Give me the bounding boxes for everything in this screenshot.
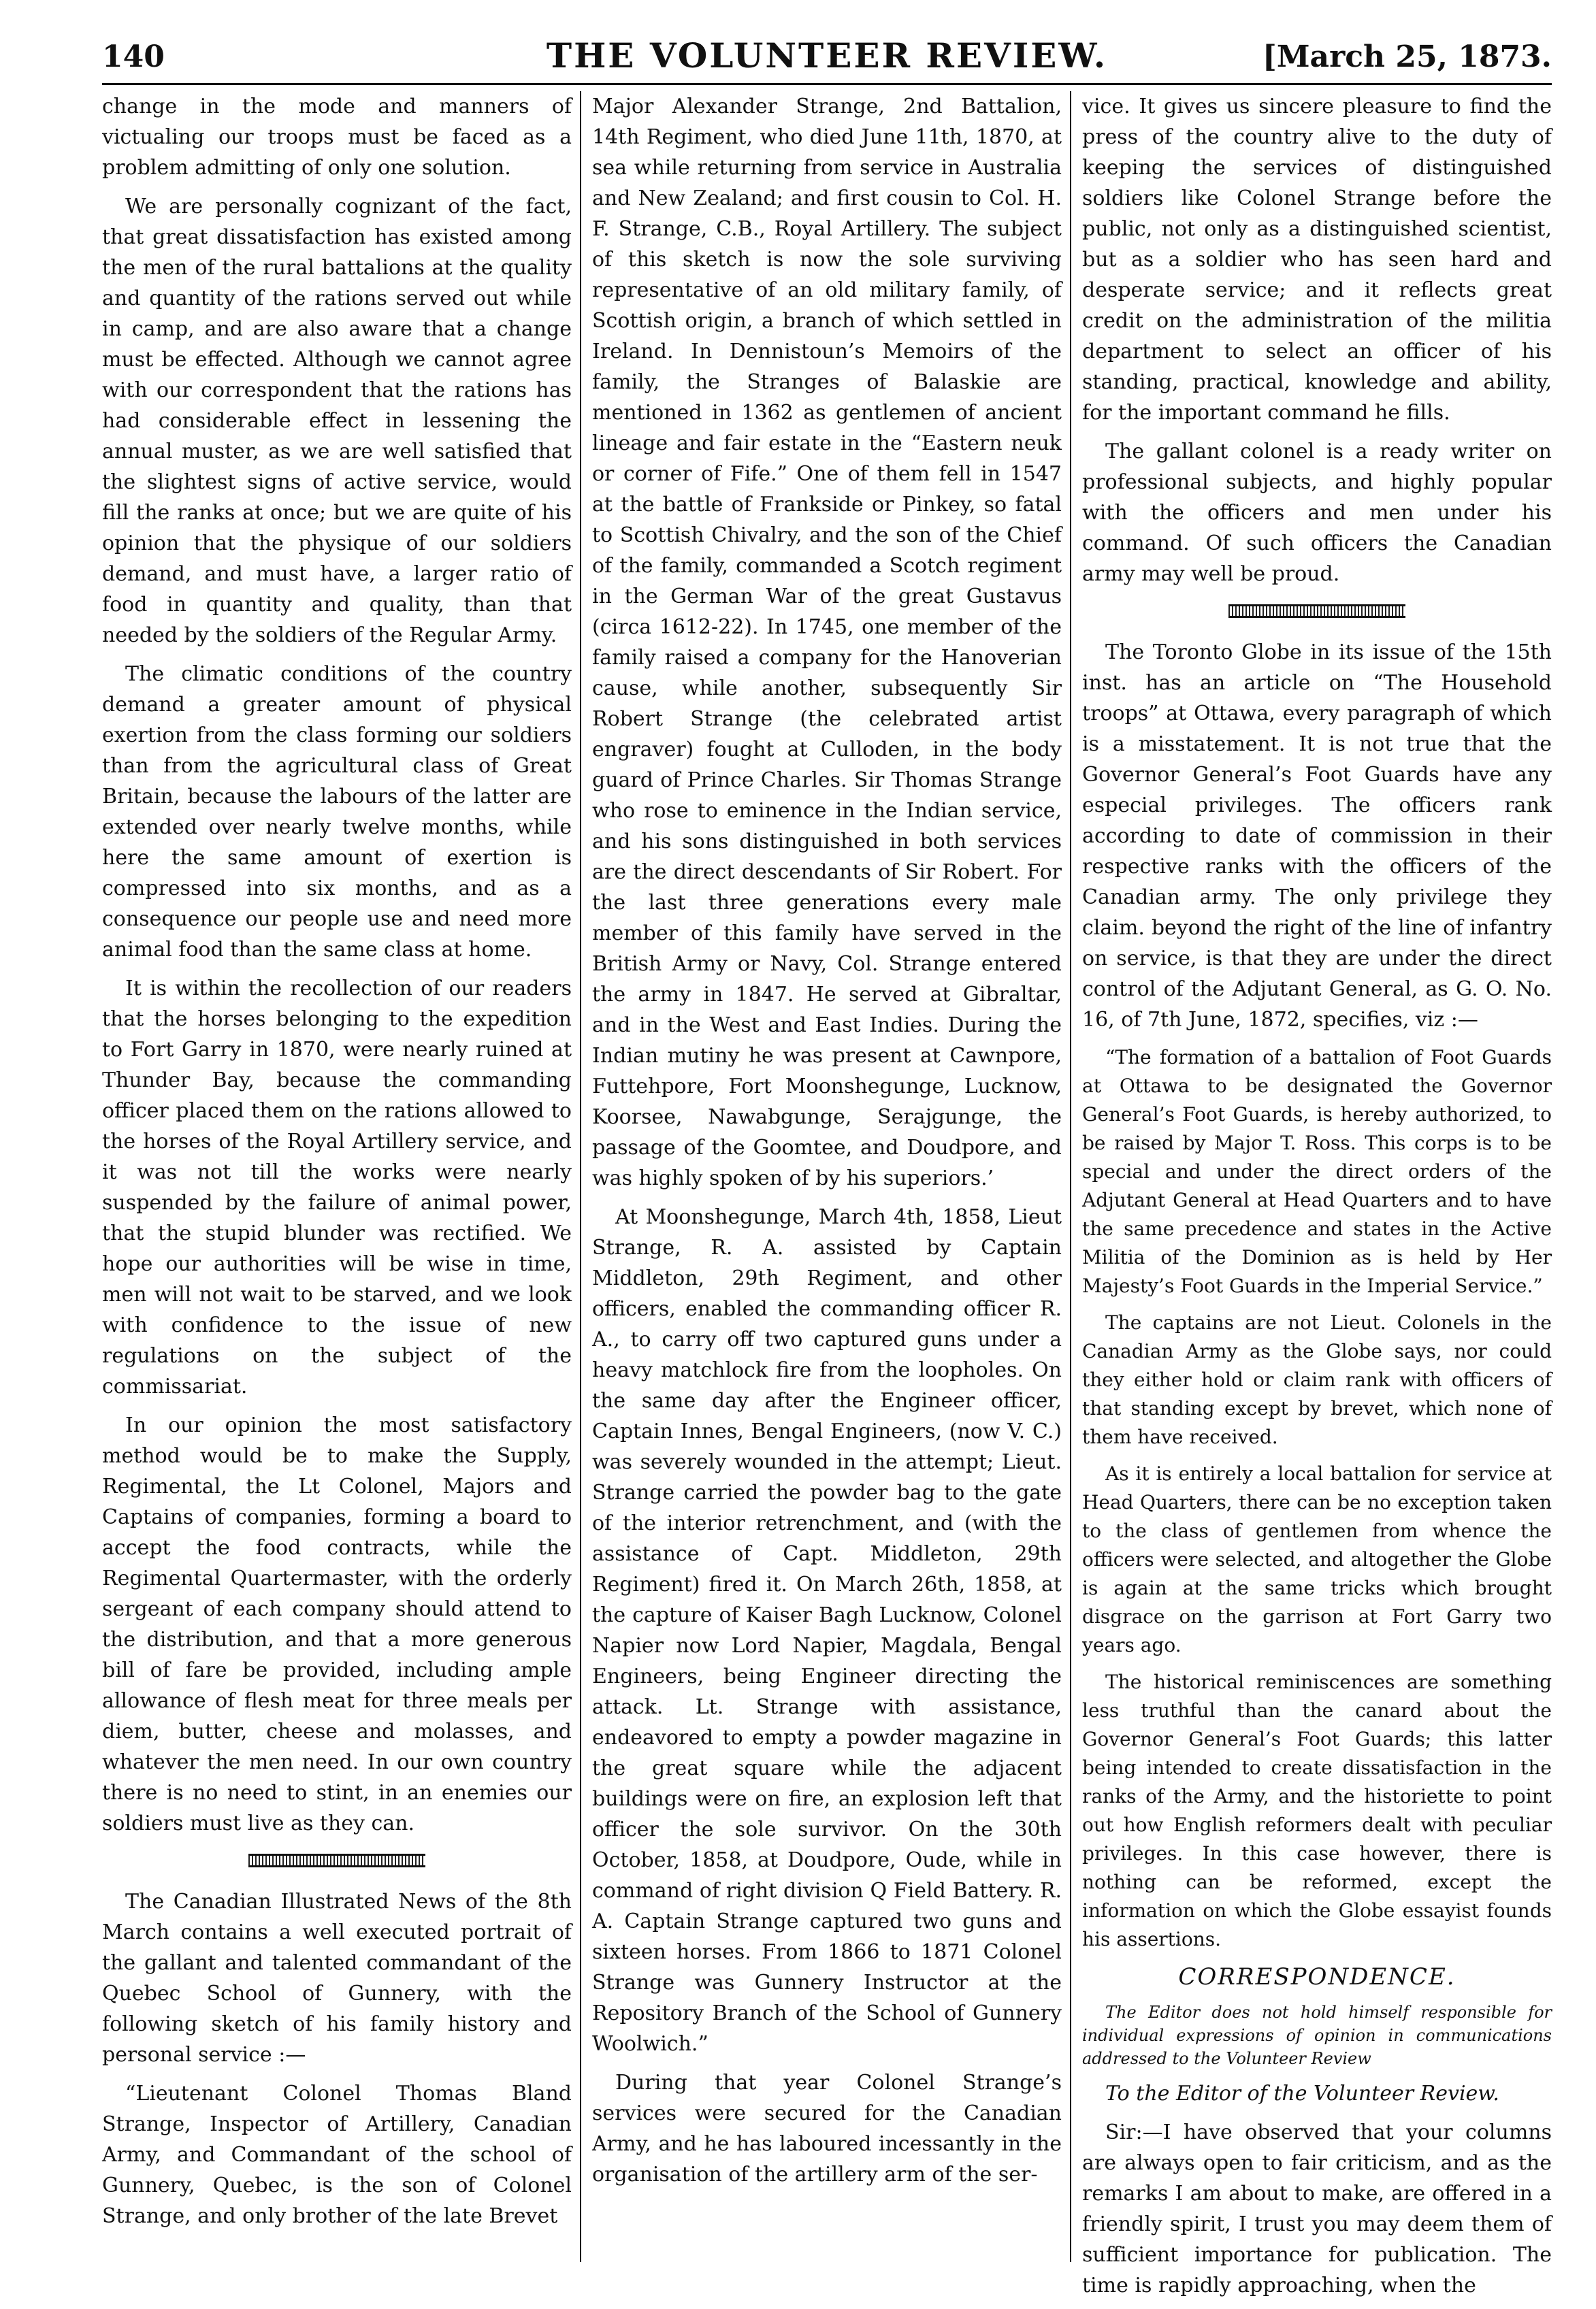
paragraph: vice. It gives us sincere pleasure to find the press of the country alive to the duty of keeping the services of distinguished soldiers like Colonel Strange before the public, not only as a distinguished scientist, but as a soldier who has seen hard and desperate service; and it reflects great credit on the administration of the militia department to select an officer of his standing, practical, knowledge and ability, for the important command he fills. (1082, 95, 1552, 425)
editor-disclaimer: The Editor does not hold himself responsible for individual expressions of opinion in communications addressed to the Volunteer Review (1082, 2003, 1552, 2068)
correspondence-heading: CORRESPONDENCE. (1178, 1963, 1456, 1991)
paragraph: During that year Colonel Strange’s services were secured for the Canadian Army, and he has laboured incessantly in the organisation of the artillery arm of the ser- (592, 2071, 1062, 2187)
issue-date: [March 25, 1873. (1263, 39, 1552, 74)
paragraph: The gallant colonel is a ready writer on professional subjects, and highly popular with the officers and men under his command. Of such officers the Canadian army may well be proud. (1082, 440, 1552, 586)
paragraph: It is within the recollection of our readers that the horses belonging to the expedition to Fort Garry in 1870, were nearly ruined at Thunder Bay, because the commanding officer placed them on the rations allowed to the horses of the Royal Artillery service, and it was not till the works were nearly suspended by the failure of animal power, that the stupid blunder was rectified. We hope our authorities will be wise in time, men will not wait to be starved, and we look with confidence to the issue of new regulations on the subject of the commissariat. (102, 977, 572, 1398)
section-divider (248, 1854, 425, 1867)
column-rule-1 (580, 91, 581, 2262)
paragraph: As it is entirely a local battalion for service at Head Quarters, there can be no exception taken to the class of gentlemen from whence the officers were selected, and altogether the Globe is again at the same tricks which brought disgrace on the garrison at Fort Garry two years ago. (1082, 1462, 1552, 1656)
column-3 (1082, 91, 1552, 2309)
publication-title: THE VOLUNTEER REVIEW. (546, 35, 1108, 76)
page-number: 140 (102, 39, 165, 74)
column-rule-2 (1070, 91, 1071, 2262)
paragraph: In our opinion the most satisfactory method would be to make the Supply, Regimental, the Lt Colonel, Majors and Captains of companies, forming a board to accept the food contracts, while the Regimental Quartermaster, with the orderly sergeant of each company should attend to the distribution, and that a more generous bill of fare be provided, including ample allowance of flesh meat for three meals per diem, butter, cheese and molasses, and whatever the men need. In our own country there is no need to stint, in an enemies our soldiers must live as they can. (102, 1413, 572, 1835)
paragraph: The captains are not Lieut. Colonels in the Canadian Army as the Globe says, nor could they either hold or claim rank with officers of that standing except by brevet, which none of them have received. (1082, 1311, 1552, 1448)
quote-paragraph: “Lieutenant Colonel Thomas Bland Strange, Inspector of Artillery, Canadian Army, and Commandant of the school of Gunnery, Quebec, is the son of Colonel Strange, and only brother of the late Brevet (102, 2082, 572, 2228)
paragraph: The Toronto Globe in its issue of the 15th inst. has an article on “The Household troops” at Ottawa, every paragraph of which is a misstatement. It is not true that the Governor General’s Foot Guards have any especial privileges. The officers rank according to date of commission in their respective ranks with the officers of the Canadian army. The only privilege they claim. beyond the right of the line of infantry on service, is that they are under the direct control of the Adjutant General, as G. O. No. 16, of 7th June, 1872, specifies, viz :— (1082, 640, 1552, 1032)
paragraph: The Canadian Illustrated News of the 8th March contains a well executed portrait of the gallant and talented commandant of the Quebec School of Gunnery, with the following sketch of his family history and personal service :— (102, 1890, 572, 2067)
paragraph: The historical reminiscences are something less truthful than the canard about the Governor General’s Foot Guards; this latter being intended to create dissatisfaction in the ranks of the Army, and the historiette to point out how English reformers dealt with peculiar privileges. In this case however, there is nothing can be reformed, except the information on which the Globe essayist founds his assertions. (1082, 1671, 1552, 1950)
header-rule (102, 83, 1552, 85)
paragraph: change in the mode and manners of victualing our troops must be faced as a problem admitting of only one solution. (102, 95, 572, 180)
letter-body: Sir:—I have observed that your columns are always open to fair criticism, and as the remarks I am about to make, are offered in a friendly spirit, I trust you may deem them of sufficient importance for publication. The time is rapidly approaching, when the (1082, 2120, 1552, 2297)
column-1 (102, 91, 572, 2240)
column-2 (592, 91, 1062, 2198)
paragraph: The climatic conditions of the country demand a greater amount of physical exertion from the class forming our soldiers than from the agricultural class of Great Britain, because the labours of the latter are extended over nearly twelve months, while here the same amount of exertion is compressed into six months, and as a consequence our people use and need more animal food than the same class at home. (102, 662, 572, 962)
paragraph: We are personally cognizant of the fact, that great dissatisfaction has existed among the men of the rural battalions at the quality and quantity of the rations served out while in camp, and are also aware that a change must be effected. Although we cannot agree with our correspondent that the rations has had considerable effect in lessening the annual muster, as we are well satisfied that the slightest signs of active service, would fill the ranks at once; but we are quite of his opinion that the physique of our soldiers demand, and must have, a larger ratio of food in quantity and quality, than that needed by the soldiers of the Regular Army. (102, 195, 572, 647)
letter-salutation: To the Editor of the Volunteer Review. (1105, 2082, 1499, 2106)
masthead (102, 35, 1552, 83)
section-divider (1228, 604, 1405, 618)
paragraph: At Moonshegunge, March 4th, 1858, Lieut Strange, R. A. assisted by Captain Middleton, 29th Regiment, and other officers, enabled the commanding officer R. A., to carry off two captured guns under a heavy matchlock fire from the loopholes. On the same day after the Engineer officer, Captain Innes, Bengal Engineers, (now V. C.) was severely wounded in the attempt; Lieut. Strange carried the powder bag to the gate of the interior retrenchment, and (with the assistance of Capt. Middleton, 29th Regiment) fired it. On March 26th, 1858, at the capture of Kaiser Bagh Lucknow, Colonel Napier now Lord Napier, Magdala, Bengal Engineers, being Engineer directing the attack. Lt. Strange with assistance, endeavored to empty a powder magazine in the great square while the adjacent buildings were on fire, an explosion left that officer the sole survivor. On the 30th October, 1858, at Doudpore, Oude, while in command of right division Q Field Battery. R. A. Captain Strange captured two guns and sixteen horses. From 1866 to 1871 Colonel Strange was Gunnery Instructor at the Repository Branch of the School of Gunnery Woolwich.” (592, 1205, 1062, 2056)
quote-paragraph: “The formation of a battalion of Foot Guards at Ottawa to be designated the Governor General’s Foot Guards, is hereby authorized, to be raised by Major T. Ross. This corps is to be special and under the direct orders of the Adjutant General at Head Quarters and to have the same precedence and states in the Active Militia of the Dominion as is held by Her Majesty’s Foot Guards in the Imperial Service.” (1082, 1046, 1552, 1297)
paragraph: Major Alexander Strange, 2nd Battalion, 14th Regiment, who died June 11th, 1870, at sea while returning from service in Australia and New Zealand; and first cousin to Col. H. F. Strange, C.B., Royal Artillery. The subject of this sketch is now the sole surviving representative of an old military family, of Scottish origin, a branch of which settled in Ireland. In Dennistoun’s Memoirs of the family, the Stranges of Balaskie are mentioned in 1362 as gentlemen of ancient lineage and fair estate in the “Eastern neuk or corner of Fife.” One of them fell in 1547 at the battle of Frankside or Pinkey, so fatal to Scottish Chivalry, and the son of the Chief of the family, commanded a Scotch regiment in the German War of the great Gustavus (circa 1612-22). In 1745, one member of the family raised a company for the Hanoverian cause, while another, subsequently Sir Robert Strange (the celebrated artist engraver) fought at Culloden, in the body guard of Prince Charles. Sir Thomas Strange who rose to eminence in the Indian service, and his sons distinguished in both services are the direct descendants of Sir Robert. For the last three generations every male member of this family have served in the British Army or Navy, Col. Strange entered the army in 1847. He served at Gibraltar, and in the West and East Indies. During the Indian mutiny he was present at Cawnpore, Futtehpore, Fort Moonshegunge, Lucknow, Koorsee, Nawabgunge, Serajgunge, the passage of the Goomtee, and Doudpore, and was highly spoken of by his superiors.’ (592, 95, 1062, 1190)
